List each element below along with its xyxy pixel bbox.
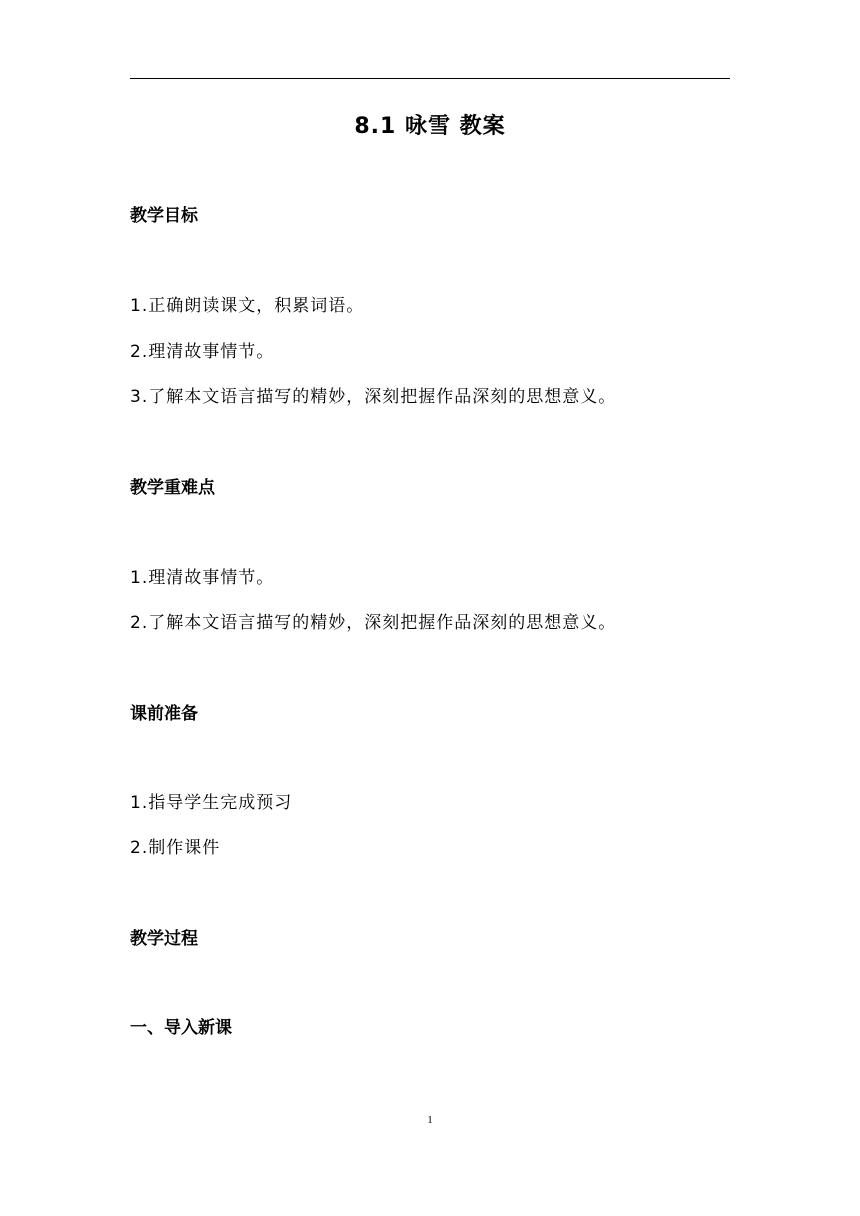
document-title: 8.1 咏雪 教案	[354, 114, 506, 139]
section-heading-introduction: 一、导入新课	[130, 1018, 232, 1038]
teaching-goal-item-3: 3.了解本文语言描写的精妙，深刻把握作品深刻的思想意义。	[130, 387, 617, 407]
section-heading-teaching-process: 教学过程	[130, 929, 198, 949]
teaching-goal-item-1: 1.正确朗读课文，积累词语。	[130, 296, 365, 316]
teaching-goal-item-2: 2.理清故事情节。	[130, 342, 275, 362]
preparation-item-1: 1.指导学生完成预习	[130, 793, 293, 813]
page-number: 1	[427, 1114, 433, 1126]
key-difficulty-item-2: 2.了解本文语言描写的精妙，深刻把握作品深刻的思想意义。	[130, 613, 617, 633]
preparation-item-2: 2.制作课件	[130, 838, 221, 858]
header-rule	[130, 78, 730, 79]
section-heading-preparation: 课前准备	[130, 704, 198, 724]
section-heading-key-difficulties: 教学重难点	[130, 478, 215, 498]
key-difficulty-item-1: 1.理清故事情节。	[130, 568, 275, 588]
section-heading-teaching-goals: 教学目标	[130, 206, 198, 226]
